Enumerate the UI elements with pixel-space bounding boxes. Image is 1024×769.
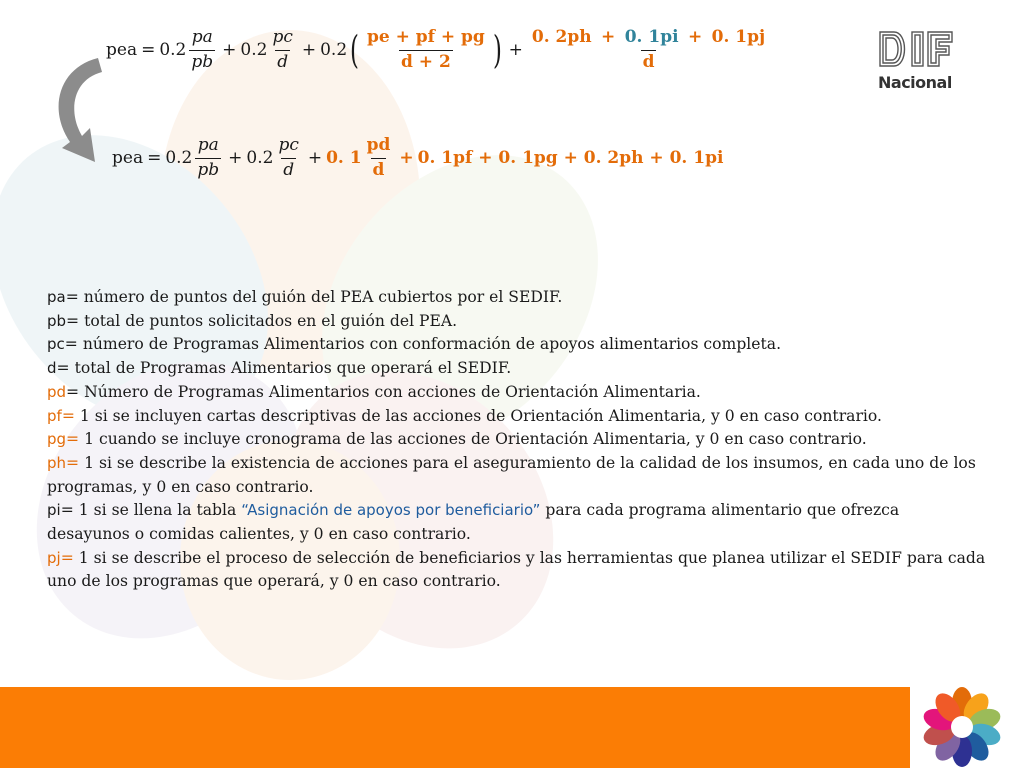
definition-pc: pc= número de Programas Alimentarios con conformación de apoyos alimentarios completa. [47, 335, 782, 354]
footer-orange-bar [0, 687, 910, 768]
definition-ph-cont: programas, y 0 en caso contrario. [47, 477, 314, 496]
definition-pj: pj= 1 si se describe el proceso de selección de beneficiarios y las herramientas que planea utilizar el SEDIF para cada [47, 548, 986, 567]
definition-pg: pg= 1 cuando se incluye cronograma de las acciones de Orientación Alimentaria, y 0 en caso contrario. [47, 430, 867, 449]
formula2-coef2: 0.2 [246, 148, 274, 169]
formula2-frac2-num: pc [278, 135, 299, 155]
formula2-coef3: 0. 1 [326, 148, 362, 169]
formula1-frac4: $\frac{0. 2ph + 0. 1pi + 0. 1pj}{d}$ [531, 27, 766, 72]
curved-arrow-icon [40, 50, 110, 170]
formula1-frac1-num: pa [191, 27, 213, 47]
formula1-frac3-den: d + 2 [400, 51, 451, 72]
formula2-tail: 0. 1pf + 0. 1pg + 0. 2ph + 0. 1pi [417, 148, 724, 169]
definition-pd: pd= Número de Programas Alimentarios con acciones de Orientación Alimentaria. [47, 382, 701, 401]
formula2-frac2 [276, 136, 300, 180]
formula2-frac1 [195, 136, 221, 180]
formula1-coef1: 0.2 [159, 40, 187, 61]
definition-pi: pi= 1 si se llena la tabla “Asignación de apoyos por beneficiario” para cada programa alimentario que ofrezca [47, 501, 900, 520]
formula2-frac1-num: pa [197, 135, 219, 155]
formula1-coef2: 0.2 [240, 40, 268, 61]
formula1-lhs: pea [106, 40, 138, 61]
formula1-frac4-den: d [642, 51, 655, 72]
definition-pi-cont: desayunos o comidas calientes, y 0 en caso contrario. [47, 525, 471, 544]
formula2-coef1: 0.2 [165, 148, 193, 169]
dif-logo-mark [878, 30, 954, 68]
formula1-frac4-num-ph: 0. 2ph [531, 27, 592, 47]
variable-definitions [47, 286, 1024, 594]
formula1-frac1-den: pb [191, 51, 214, 72]
formula-revised: pea = 0.2 $\frac{pa}{pb}$ + 0.2 $\frac{pc}{d}$ + 0. 1 $\frac{pd}{d}$ + 0. 1pf + 0. 1pg + 0. 2ph + 0. 1pi [112, 135, 724, 180]
definition-pb: pb= total de puntos solicitados en el guión del PEA. [47, 311, 458, 330]
table-title-link: “Asignación de apoyos por beneficiario” [241, 501, 541, 520]
formula1-coef3: 0.2 [320, 40, 348, 61]
flower-logo-icon [920, 685, 1004, 769]
formula2-frac3 [365, 136, 393, 180]
formula1-frac1 [189, 28, 215, 72]
dif-nacional-logo [878, 30, 956, 94]
formula1-frac2-den: d [277, 51, 289, 72]
formula1-frac2 [270, 28, 294, 72]
definition-d: d= total de Programas Alimentarios que operará el SEDIF. [47, 359, 512, 378]
formula1-frac2-num: pc [272, 27, 293, 47]
logo-subtitle: Nacional [878, 73, 952, 92]
formula-original: pea = 0.2 $\frac{pa}{pb}$ + 0.2 $\frac{pc}{d}$ + 0.2 ( $\frac{pe + pf + pg}{d + 2}$ ) + $\frac{0. 2ph + 0. 1pi + 0. 1pj}{d}$ [106, 27, 766, 73]
formula1-frac4-num-pj: 0. 1pj [711, 27, 766, 47]
formula2-frac3-den: d [372, 159, 385, 180]
formula1-frac3 [365, 28, 487, 72]
formula1-frac4-num-pi: 0. 1pi [624, 27, 679, 47]
formula2-frac3-num: pd [366, 135, 391, 155]
definition-pj-cont: uno de los programas que operará, y 0 en caso contrario. [47, 572, 501, 591]
formula2-lhs: pea [112, 148, 144, 169]
definition-pf: pf= 1 si se incluyen cartas descriptivas de las acciones de Orientación Alimentaria, y 0 en caso contrario. [47, 406, 882, 425]
definition-pa: pa= número de puntos del guión del PEA cubiertos por el SEDIF. [47, 288, 563, 306]
formula1-frac3-num: pe + pf + pg [366, 27, 485, 47]
formula2-frac1-den: pb [197, 159, 220, 180]
definition-ph: ph= 1 si se describe la existencia de acciones para el aseguramiento de la calidad de los insumos, en cada uno de los [47, 453, 976, 472]
formula2-frac2-den: d [283, 159, 295, 180]
